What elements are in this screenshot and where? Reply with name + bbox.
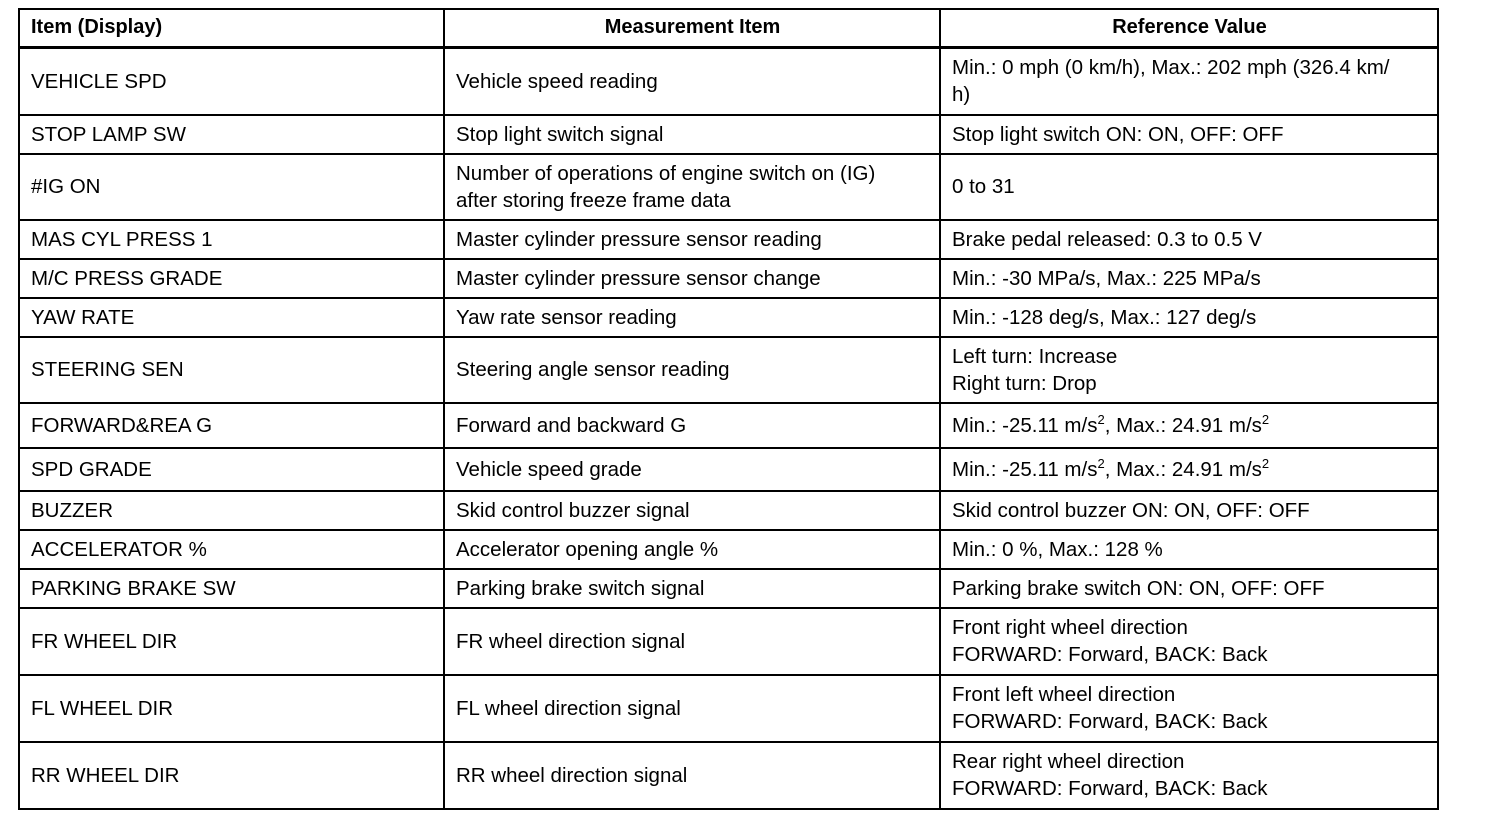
cell-reference: Min.: 0 mph (0 km/h), Max.: 202 mph (326.4 km/ h) (940, 48, 1438, 115)
table-row (19, 675, 1438, 742)
table-row (19, 337, 1438, 403)
cell-item: M/C PRESS GRADE (19, 259, 444, 298)
data-list-reference-table (18, 8, 1439, 810)
table-body (19, 48, 1438, 809)
cell-item: BUZZER (19, 491, 444, 530)
cell-reference: Rear right wheel direction FORWARD: Forward, BACK: Back (940, 742, 1438, 809)
table-row (19, 403, 1438, 448)
reference-text: , Max.: 24.91 m/s (1104, 457, 1262, 481)
cell-reference (940, 403, 1438, 448)
table-row (19, 115, 1438, 154)
cell-measurement: Master cylinder pressure sensor reading (444, 220, 940, 259)
cell-reference: Min.: -128 deg/s, Max.: 127 deg/s (940, 298, 1438, 337)
cell-reference (940, 448, 1438, 491)
header-reference-value: Reference Value (940, 9, 1438, 48)
table-row (19, 48, 1438, 115)
superscript: 2 (1261, 411, 1270, 427)
cell-measurement: Parking brake switch signal (444, 569, 940, 608)
cell-measurement: Vehicle speed reading (444, 48, 940, 115)
reference-text: , Max.: 24.91 m/s (1104, 413, 1262, 437)
cell-measurement: FR wheel direction signal (444, 608, 940, 675)
table-row (19, 154, 1438, 220)
superscript: 2 (1261, 455, 1270, 471)
cell-reference: Left turn: Increase Right turn: Drop (940, 337, 1438, 403)
cell-measurement: Forward and backward G (444, 403, 940, 448)
cell-reference: Parking brake switch ON: ON, OFF: OFF (940, 569, 1438, 608)
cell-reference: Front right wheel direction FORWARD: Forward, BACK: Back (940, 608, 1438, 675)
cell-reference: Brake pedal released: 0.3 to 0.5 V (940, 220, 1438, 259)
cell-item: #IG ON (19, 154, 444, 220)
cell-measurement: FL wheel direction signal (444, 675, 940, 742)
cell-measurement: RR wheel direction signal (444, 742, 940, 809)
cell-item: SPD GRADE (19, 448, 444, 491)
header-item-display: Item (Display) (19, 9, 444, 48)
superscript: 2 (1097, 455, 1105, 471)
cell-reference: 0 to 31 (940, 154, 1438, 220)
cell-measurement: Yaw rate sensor reading (444, 298, 940, 337)
cell-item: RR WHEEL DIR (19, 742, 444, 809)
cell-item: ACCELERATOR % (19, 530, 444, 569)
cell-item: FL WHEEL DIR (19, 675, 444, 742)
cell-measurement: Number of operations of engine switch on (IG) after storing freeze frame data (444, 154, 940, 220)
header-row (19, 9, 1438, 48)
table-row (19, 491, 1438, 530)
reference-text: Min.: -25.11 m/s (952, 457, 1098, 481)
table-row (19, 569, 1438, 608)
cell-measurement: Steering angle sensor reading (444, 337, 940, 403)
cell-reference: Front left wheel direction FORWARD: Forward, BACK: Back (940, 675, 1438, 742)
table-row (19, 448, 1438, 491)
header-measurement-item: Measurement Item (444, 9, 940, 48)
cell-reference: Min.: -30 MPa/s, Max.: 225 MPa/s (940, 259, 1438, 298)
cell-item: PARKING BRAKE SW (19, 569, 444, 608)
table-row (19, 220, 1438, 259)
cell-reference: Skid control buzzer ON: ON, OFF: OFF (940, 491, 1438, 530)
cell-item: MAS CYL PRESS 1 (19, 220, 444, 259)
table-row (19, 298, 1438, 337)
cell-measurement: Skid control buzzer signal (444, 491, 940, 530)
reference-text: Min.: -25.11 m/s (952, 413, 1098, 437)
cell-item: VEHICLE SPD (19, 48, 444, 115)
table-row (19, 530, 1438, 569)
cell-item: STOP LAMP SW (19, 115, 444, 154)
table-row (19, 608, 1438, 675)
cell-measurement: Vehicle speed grade (444, 448, 940, 491)
cell-item: YAW RATE (19, 298, 444, 337)
table-header (19, 9, 1438, 48)
cell-measurement: Stop light switch signal (444, 115, 940, 154)
cell-reference: Min.: 0 %, Max.: 128 % (940, 530, 1438, 569)
cell-measurement: Master cylinder pressure sensor change (444, 259, 940, 298)
cell-item: FORWARD&REA G (19, 403, 444, 448)
cell-item: FR WHEEL DIR (19, 608, 444, 675)
cell-measurement: Accelerator opening angle % (444, 530, 940, 569)
superscript: 2 (1097, 411, 1105, 427)
table-row (19, 259, 1438, 298)
cell-reference: Stop light switch ON: ON, OFF: OFF (940, 115, 1438, 154)
cell-item: STEERING SEN (19, 337, 444, 403)
table-row (19, 742, 1438, 809)
